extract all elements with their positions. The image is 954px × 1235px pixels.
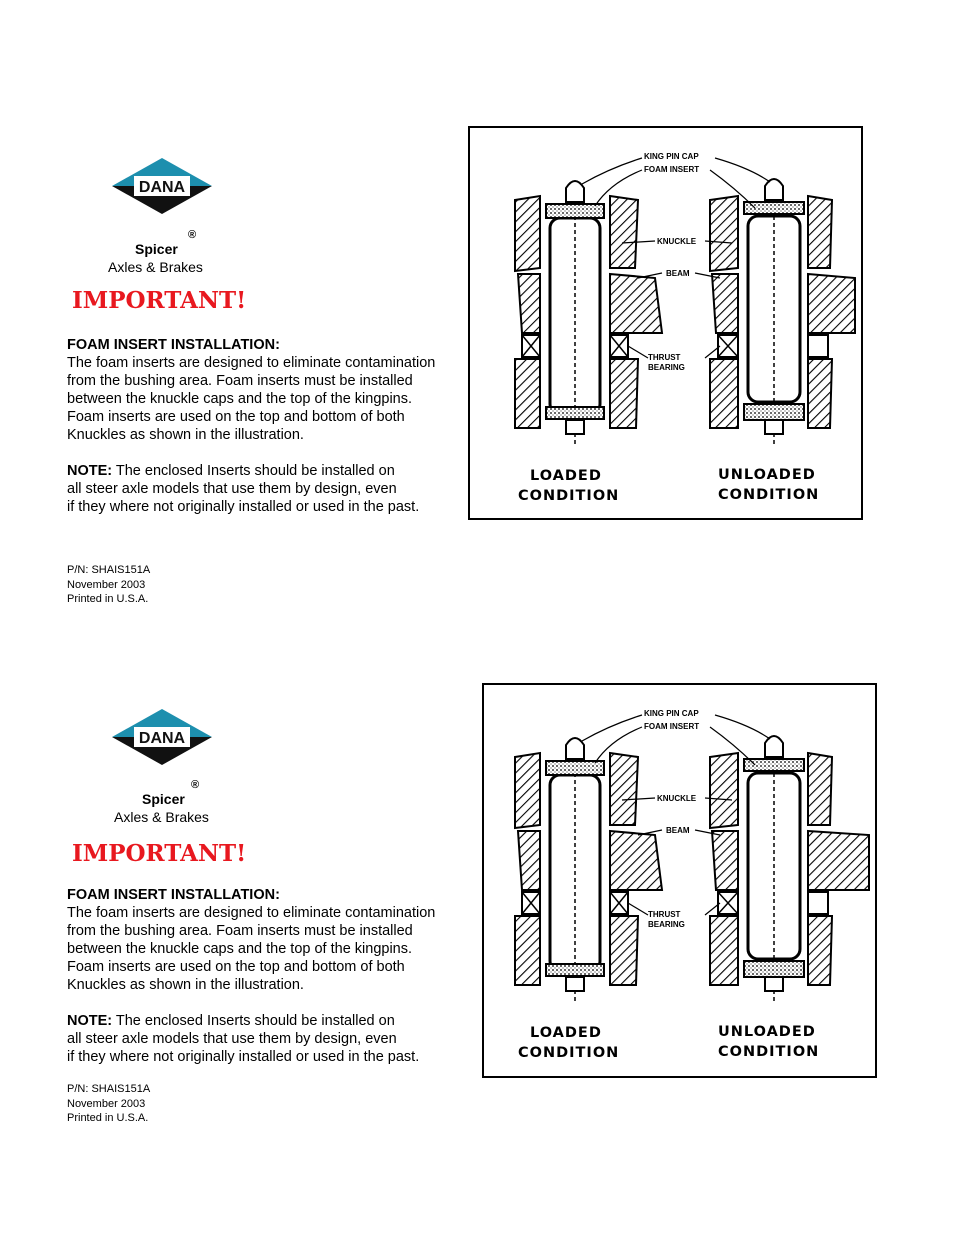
label-knuckle: KNUCKLE (657, 794, 697, 803)
label-thrust: THRUST (648, 910, 681, 919)
paragraph-line: from the bushing area. Foam inserts must be installed (67, 923, 413, 939)
brand-name: Spicer (142, 791, 185, 807)
part-number: P/N: SHAIS151A (67, 1083, 151, 1095)
note-line: all steer axle models that use them by design, even (67, 1031, 397, 1047)
registered-mark: ® (188, 229, 197, 241)
label-loaded-condition: CONDITION (518, 488, 620, 504)
label-bearing: BEARING (648, 920, 685, 929)
brand-subtitle: Axles & Brakes (114, 809, 209, 825)
label-beam: BEAM (666, 826, 690, 835)
section-heading: FOAM INSERT INSTALLATION: (67, 887, 280, 903)
paragraph-line: between the knuckle caps and the top of the kingpins. (67, 941, 413, 957)
label-thrust: THRUST (648, 353, 681, 362)
label-unloaded: UNLOADED (718, 1024, 816, 1040)
loaded-assembly (515, 181, 662, 444)
dana-logo-text: DANA (138, 179, 186, 196)
unloaded-assembly (710, 736, 869, 1001)
note-label: NOTE: (67, 1013, 113, 1029)
important-heading: IMPORTANT! (72, 287, 247, 314)
note-line: all steer axle models that use them by design, even (67, 481, 397, 497)
kingpin-diagram (484, 685, 875, 1076)
part-number: P/N: SHAIS151A (67, 564, 151, 576)
label-foam-insert: FOAM INSERT (644, 722, 700, 731)
label-knuckle: KNUCKLE (657, 237, 697, 246)
paragraph-line: Foam inserts are used on the top and bottom of both (67, 959, 405, 975)
print-origin: Printed in U.S.A. (67, 1112, 149, 1124)
note-label: NOTE: (67, 463, 113, 479)
loaded-assembly (515, 738, 662, 1001)
paragraph-line: Knuckles as shown in the illustration. (67, 977, 304, 993)
note-line: if they where not originally installed or used in the past. (67, 499, 420, 515)
note-line: The enclosed Inserts should be installed on (112, 463, 395, 479)
label-unloaded-condition: CONDITION (718, 1044, 820, 1060)
part-info (67, 1082, 150, 1126)
note-line: The enclosed Inserts should be installed on (112, 1013, 395, 1029)
important-heading: IMPORTANT! (72, 840, 247, 867)
kingpin-diagram (470, 128, 861, 518)
paragraph-line: Foam inserts are used on the top and bottom of both (67, 409, 405, 425)
paragraph-line: from the bushing area. Foam inserts must be installed (67, 373, 413, 389)
instructions-text (67, 336, 487, 516)
brand-name: Spicer (135, 241, 178, 257)
label-unloaded: UNLOADED (718, 467, 816, 483)
label-bearing: BEARING (648, 363, 685, 372)
label-loaded-condition: CONDITION (518, 1045, 620, 1061)
label-king-pin-cap: KING PIN CAP (644, 709, 699, 718)
kingpin-figure (468, 126, 863, 520)
label-foam-insert: FOAM INSERT (644, 165, 700, 174)
brand-subtitle: Axles & Brakes (108, 259, 203, 275)
label-loaded: LOADED (530, 1025, 602, 1041)
print-date: November 2003 (67, 578, 146, 591)
paragraph-line: The foam inserts are designed to eliminate contamination (67, 905, 436, 921)
dana-logo-text: DANA (138, 730, 186, 747)
label-king-pin-cap: KING PIN CAP (644, 152, 699, 161)
registered-mark: ® (191, 779, 200, 791)
part-info (67, 563, 150, 607)
label-loaded: LOADED (530, 468, 602, 484)
note-line: if they where not originally installed or used in the past. (67, 1049, 420, 1065)
unloaded-assembly (710, 179, 855, 444)
section-heading: FOAM INSERT INSTALLATION: (67, 337, 280, 353)
dana-logo (108, 156, 216, 216)
label-unloaded-condition: CONDITION (718, 487, 820, 503)
label-beam: BEAM (666, 269, 690, 278)
kingpin-figure (482, 683, 877, 1078)
paragraph-line: Knuckles as shown in the illustration. (67, 427, 304, 443)
instructions-text (67, 886, 487, 1066)
dana-logo (108, 707, 216, 767)
print-date: November 2003 (67, 1097, 146, 1110)
paragraph-line: between the knuckle caps and the top of the kingpins. (67, 391, 413, 407)
print-origin: Printed in U.S.A. (67, 593, 149, 605)
paragraph-line: The foam inserts are designed to eliminate contamination (67, 355, 436, 371)
